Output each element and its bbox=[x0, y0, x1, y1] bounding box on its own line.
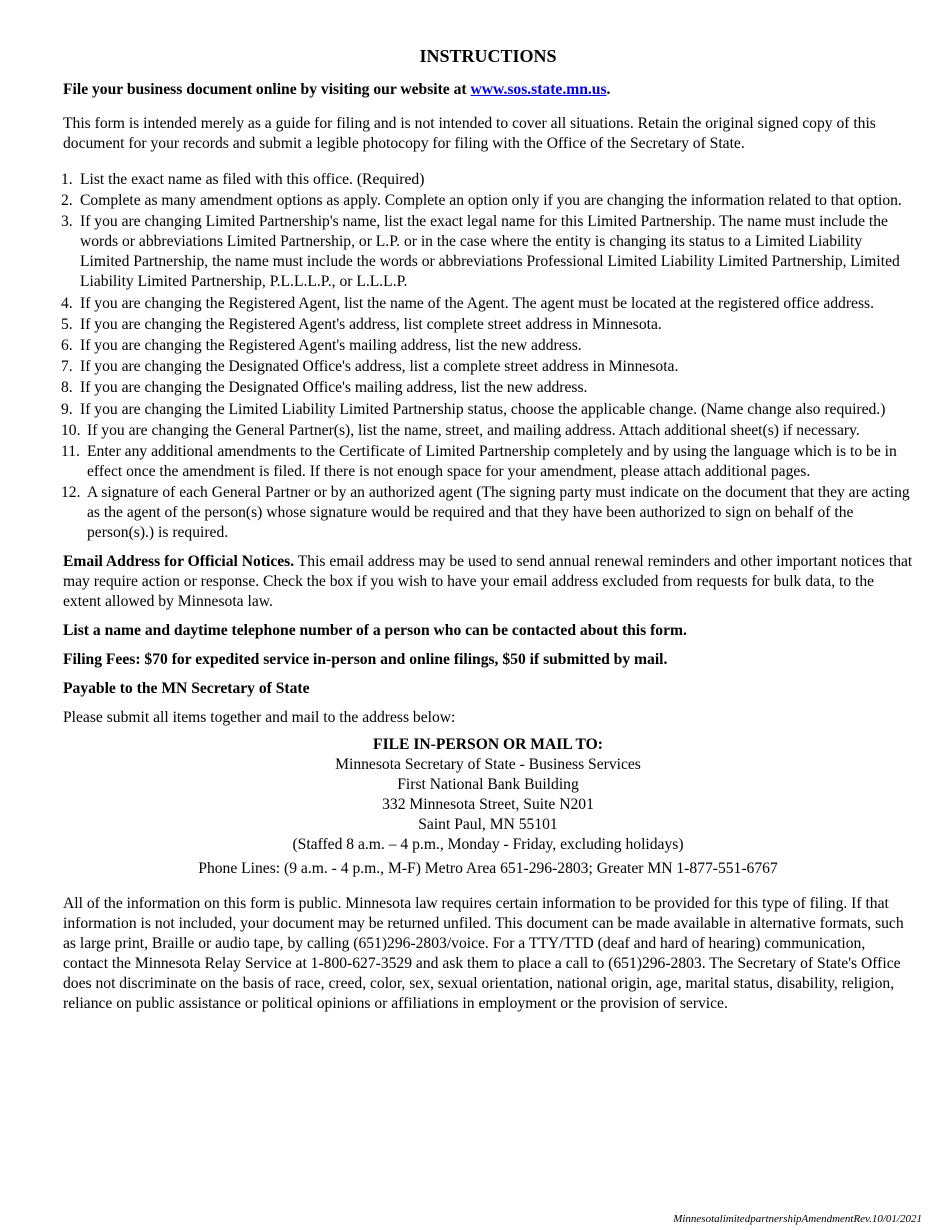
email-notice-heading: Email Address for Official Notices. bbox=[63, 553, 295, 571]
step-text: If you are changing the Limited Liability Limited Partnership status, choose the applicable change. (Name change also required.) bbox=[80, 400, 886, 418]
online-filing-notice bbox=[63, 80, 913, 100]
mail-address-line: Saint Paul, MN 55101 bbox=[418, 816, 558, 834]
step-number: 2. bbox=[61, 192, 73, 210]
mail-address-line: 332 Minnesota Street, Suite N201 bbox=[382, 796, 594, 814]
step-number: 3. bbox=[61, 213, 73, 231]
step-number: 10. bbox=[61, 421, 81, 439]
instruction-steps bbox=[63, 170, 913, 543]
step-item bbox=[63, 483, 913, 543]
step-item bbox=[63, 294, 913, 314]
step-number: 8. bbox=[61, 379, 73, 397]
public-information-notice: All of the information on this form is public. Minnesota law requires certain information to be provided for this type of filing. If that information is not included, your document may be returned unfiled. This document can be made available in alternative formats, such as large print, Braille or audio tape, by calling (651)296-2803/voice. For a TTY/TTD (deaf and hard of hearing) communication, contact the Minnesota Relay Service at 1-800-627-3529 and ask them to place a call to (651)296-2803. The Secretary of State's Office does not discriminate on the basis of race, creed, color, sex, sexual orientation, national origin, age, marital status, disability, religion, reliance on public assistance or political opinions or affiliations in employment or the provision of service. bbox=[63, 895, 904, 1013]
step-text: A signature of each General Partner or by an authorized agent (The signing party must indicate on the document that they are acting as the agent of the person(s) whose signature would be required and that they have been authorized to sign on behalf of the person(s).) is required. bbox=[87, 484, 910, 542]
submit-instructions: Please submit all items together and mail to the address below: bbox=[63, 709, 456, 727]
mailing-address-block bbox=[63, 735, 913, 855]
step-text: If you are changing the Registered Agent's address, list complete street address in Minnesota. bbox=[80, 315, 662, 333]
step-text: If you are changing the Registered Agent's mailing address, list the new address. bbox=[80, 336, 582, 354]
mail-heading: FILE IN-PERSON OR MAIL TO: bbox=[373, 736, 603, 754]
phone-lines: Phone Lines: (9 a.m. - 4 p.m., M-F) Metro Area 651-296-2803; Greater MN 1-877-551-6767 bbox=[198, 860, 778, 878]
email-notice-body: This email address may be used to send annual renewal reminders and other important notices that may require action or response. Check the box if you wish to have your email address excluded from requests for bulk data, to the extent allowed by Minnesota law. bbox=[63, 553, 913, 611]
step-number: 7. bbox=[61, 358, 73, 376]
mail-address-line: Minnesota Secretary of State - Business Services bbox=[335, 756, 641, 774]
step-item bbox=[63, 170, 913, 190]
step-number: 12. bbox=[61, 484, 81, 502]
step-text: If you are changing the General Partner(s), list the name, street, and mailing address. Attach additional sheet(s) if necessary. bbox=[87, 421, 860, 439]
filing-fees-line: Filing Fees: $70 for expedited service in-person and online filings, $50 if submitted by mail. bbox=[63, 651, 668, 669]
form-revision-footer: MinnesotalimitedpartnershipAmendmentRev.10/01/2021 bbox=[673, 1213, 922, 1225]
step-number: 9. bbox=[61, 400, 73, 418]
step-item bbox=[63, 442, 913, 482]
step-number: 11. bbox=[61, 442, 80, 460]
step-text: If you are changing the Designated Office's address, list a complete street address in Minnesota. bbox=[80, 358, 679, 376]
online-filing-suffix: . bbox=[606, 81, 611, 98]
intro-paragraph: This form is intended merely as a guide for filing and is not intended to cover all situations. Retain the original signed copy of this document for your records and submit a legible photocopy for filing with the Office of the Secretary of State. bbox=[63, 115, 876, 152]
page-title: INSTRUCTIONS bbox=[419, 46, 557, 66]
contact-line: List a name and daytime telephone number of a person who can be contacted about this form. bbox=[63, 622, 687, 640]
instructions-page bbox=[63, 44, 913, 1014]
step-number: 5. bbox=[61, 315, 73, 333]
step-item bbox=[63, 336, 913, 356]
step-text: Enter any additional amendments to the Certificate of Limited Partnership completely and by using the language which is to be in effect once the amendment is filed. If there is not enough space for your amendment, please attach additional pages. bbox=[87, 442, 897, 480]
step-text: If you are changing Limited Partnership's name, list the exact legal name for this Limited Partnership. The name must include the words or abbreviations Limited Partnership, or L.P. or in the case where the entity is changing its status to a Limited Liability Limited Partnership, the name must include the words or abbreviations Professional Limited Liability Limited Partnership, Limited Liability Limited Partnership, P.L.L.L.P., or L.L.L.P. bbox=[80, 213, 900, 291]
step-text: If you are changing the Registered Agent, list the name of the Agent. The agent must be located at the registered office address. bbox=[80, 294, 875, 312]
step-item bbox=[63, 212, 913, 292]
step-item bbox=[63, 400, 913, 420]
step-text: Complete as many amendment options as apply. Complete an option only if you are changing the information related to that option. bbox=[80, 192, 902, 210]
office-hours-line: (Staffed 8 a.m. – 4 p.m., Monday - Friday, excluding holidays) bbox=[292, 836, 684, 854]
step-number: 1. bbox=[61, 171, 73, 188]
step-item bbox=[63, 357, 913, 377]
mail-address-line: First National Bank Building bbox=[397, 776, 579, 794]
step-text: If you are changing the Designated Office's mailing address, list the new address. bbox=[80, 379, 588, 397]
email-notice-paragraph bbox=[63, 552, 913, 612]
online-filing-prefix: File your business document online by visiting our website at bbox=[63, 81, 471, 98]
step-item bbox=[63, 421, 913, 441]
step-number: 6. bbox=[61, 336, 73, 354]
step-item bbox=[63, 191, 913, 211]
sos-website-link[interactable]: www.sos.state.mn.us bbox=[470, 81, 607, 98]
payable-line: Payable to the MN Secretary of State bbox=[63, 680, 310, 698]
step-item bbox=[63, 315, 913, 335]
step-item bbox=[63, 378, 913, 398]
step-number: 4. bbox=[61, 294, 73, 312]
step-text: List the exact name as filed with this office. (Required) bbox=[80, 171, 425, 188]
